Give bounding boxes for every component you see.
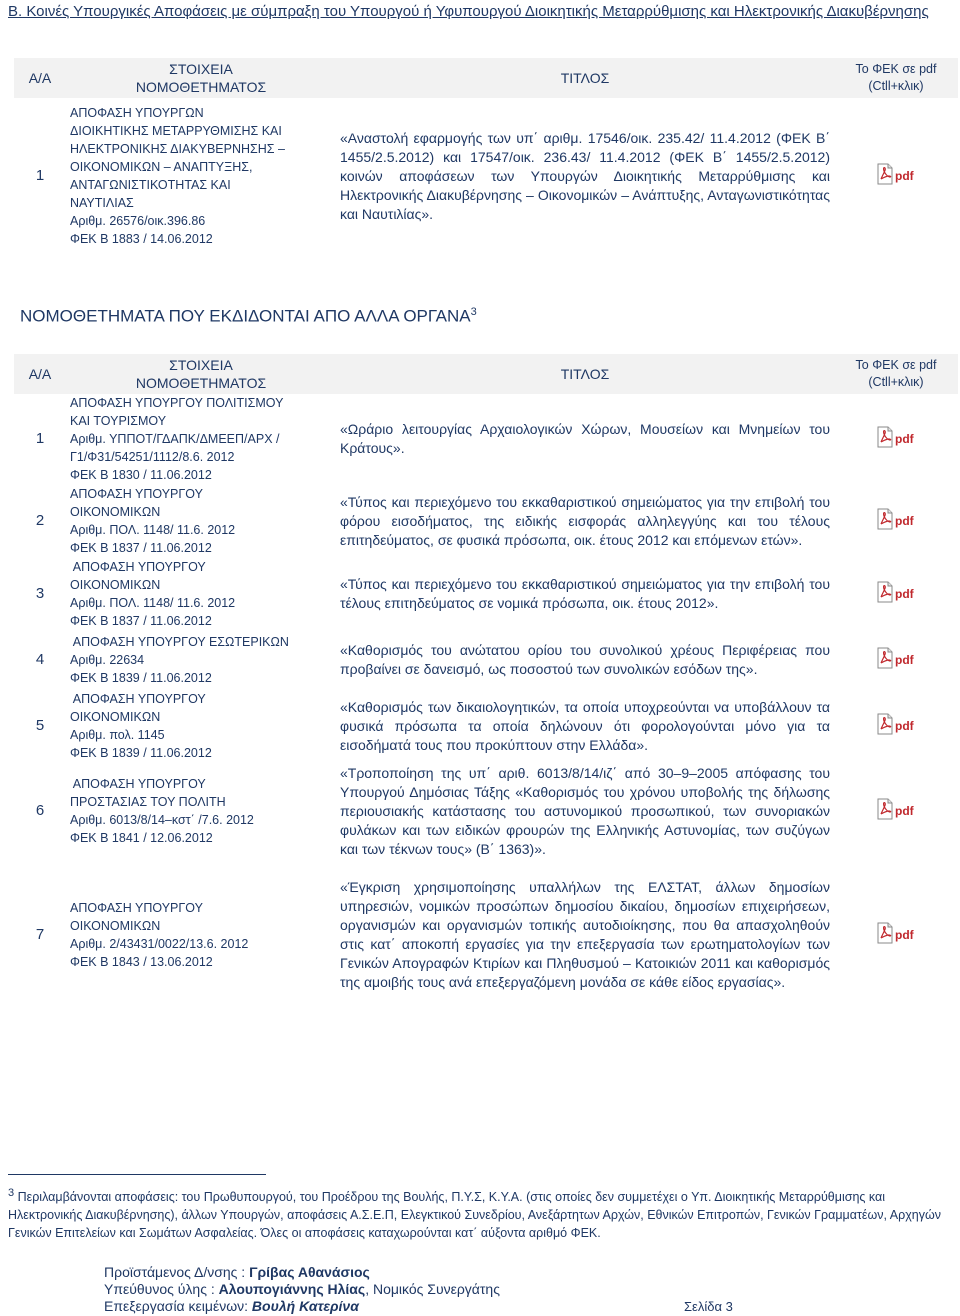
legislation-detail-line: ΔΙΟΙΚΗΤΙΚΗΣ ΜΕΤΑΡΡΥΘΜΙΣΗΣ ΚΑΙ <box>70 124 282 138</box>
legislation-title: «Καθορισμός του ανώτατου ορίου του συνολικού χρέους Περιφέρειας που προβαίνει σε δανεισμό, ως ποσοστού των συνολικών εσόδων της». <box>340 642 830 677</box>
legislation-detail-line: Αριθμ. ΠΟΛ. 1148/ 11.6. 2012 <box>70 523 236 537</box>
section-title: Β. Κοινές Υπουργικές Αποφάσεις με σύμπραξη του Υπουργού ή Υφυπουργού Διοικητικής Μεταρρύθμισης και Ηλεκτρονικής Διακυβέρνησης <box>8 3 929 20</box>
row-number: 7 <box>35 926 45 943</box>
pdf-file-icon[interactable] <box>876 426 916 448</box>
pdf-file-icon[interactable] <box>876 798 916 820</box>
pdf-link-cell <box>834 98 958 254</box>
page-number: Σελίδα 3 <box>684 1299 733 1314</box>
legislation-details <box>66 558 336 630</box>
legislation-details <box>66 630 336 690</box>
page-footer <box>104 1264 733 1315</box>
legislation-detail-line: ΑΠΟΦΑΣΗ ΥΠΟΥΡΓΟΥ ΠΟΛΙΤΙΣΜΟΥ <box>70 396 284 410</box>
pdf-file-icon[interactable] <box>876 922 916 944</box>
legislation-title: «Ωράριο λειτουργίας Αρχαιολογικών Χώρων, Μουσείων και Μνημείων του Κράτους». <box>340 421 830 456</box>
legislation-detail-line: ΟΙΚΟΝΟΜΙΚΩΝ – ΑΝΑΠΤΥΞΗΣ, <box>70 160 253 174</box>
legislation-detail-line: ΠΡΟΣΤΑΣΙΑΣ ΤΟΥ ΠΟΛΙΤΗ <box>70 795 226 809</box>
pdf-link-cell <box>834 690 958 762</box>
legislation-detail-line: ΑΝΤΑΓΩΝΙΣΤΙΚΟΤΗΤΑΣ ΚΑΙ <box>70 178 231 192</box>
footer-line-editor: Υπεύθυνος ύλης : Αλουπογιάννης Ηλίας, Νομικός Συνεργάτης <box>104 1281 500 1297</box>
pdf-file-icon[interactable] <box>876 163 916 185</box>
header-pdf: Το ΦΕΚ σε pdf (Ctll+κλικ) <box>834 354 958 394</box>
legislation-detail-line: ΑΠΟΦΑΣΗ ΥΠΟΥΡΓΟΥ <box>70 487 203 501</box>
legislation-detail-line: Αριθμ. πολ. 1145 <box>70 728 165 742</box>
pdf-link-cell <box>834 630 958 690</box>
row-number: 1 <box>35 167 45 184</box>
legislation-detail-line: ΟΙΚΟΝΟΜΙΚΩΝ <box>70 919 161 933</box>
footer-line-director: Προϊστάμενος Δ/νσης : Γρίβας Αθανάσιος <box>104 1264 370 1280</box>
row-number: 3 <box>35 585 45 602</box>
header-titlos: ΤΙΤΛΟΣ <box>336 354 834 394</box>
legislation-detail-line: ΑΠΟΦΑΣΗ ΥΠΟΥΡΓΟΥ <box>70 560 206 574</box>
footnote-rule <box>8 1174 266 1175</box>
legislation-detail-line: ΑΠΟΦΑΣΗ ΥΠΟΥΡΓΟΥ ΕΣΩΤΕΡΙΚΩΝ <box>70 635 289 649</box>
pdf-file-icon[interactable] <box>876 647 916 669</box>
legislation-detail-line: ΑΠΟΦΑΣΗ ΥΠΟΥΡΓΟΥ <box>70 692 206 706</box>
legislation-detail-line: ΦΕΚ Β 1839 / 11.06.2012 <box>70 671 212 685</box>
header-aa: Α/Α <box>14 354 66 394</box>
legislation-title: «Τύπος και περιεχόμενο του εκκαθαριστικού σημειώματος για την επιβολή του τέλους επιτηδεύματος σε νομικά πρόσωπα, οικ. έτους 2012». <box>340 576 830 611</box>
row-number: 5 <box>35 717 45 734</box>
svg-text:pdf: pdf <box>895 718 914 733</box>
header-aa: Α/Α <box>14 58 66 98</box>
table-row <box>14 762 958 860</box>
pdf-file-icon[interactable] <box>876 581 916 603</box>
legislation-detail-line: ΦΕΚ Β 1830 / 11.06.2012 <box>70 468 212 482</box>
legislation-title: «Αναστολή εφαρμογής των υπ΄ αριθμ. 17546/οικ. 235.42/ 11.4.2012 (ΦΕΚ Β΄ 1455/2.5.2012) και 17547/οικ. 236.43/ 11.4.2012 (ΦΕΚ Β΄ 1455/2.5.2012) κοινών αποφάσεων των Υπουργών Διοικητικής Μεταρρύθμισης και Ηλεκτρονικής Διακυβέρνησης – Οικονομικών – Ανάπτυξης, Ανταγωνιστικότητας και Ναυτιλίας». <box>340 129 830 222</box>
legislation-detail-line: Αριθμ. 22634 <box>70 653 145 667</box>
legislation-details <box>66 690 336 762</box>
pdf-link-cell <box>834 484 958 558</box>
legislation-detail-line: ΦΕΚ Β 1843 / 13.06.2012 <box>70 955 213 969</box>
legislation-detail-line: ΚΑΙ ΤΟΥΡΙΣΜΟΥ <box>70 414 167 428</box>
legislation-detail-line: Αριθμ. ΠΟΛ. 1148/ 11.6. 2012 <box>70 596 236 610</box>
table-row <box>14 860 958 1010</box>
row-number: 6 <box>35 802 45 819</box>
pdf-file-icon[interactable] <box>876 508 916 530</box>
table-kya <box>14 58 958 254</box>
svg-text:pdf: pdf <box>895 652 914 667</box>
legislation-title: «Καθορισμός των δικαιολογητικών, τα οποία υποχρεούνται να υποβάλλουν τα φυσικά πρόσωπα τα οποία δηλώνουν ότι φορολογούνται μόνο για τα εισοδήματά τους που προκύπτουν στην Ελλάδα». <box>340 698 830 753</box>
legislation-title: «Έγκριση χρησιμοποίησης υπαλλήλων της ΕΛΣΤΑΤ, άλλων δημοσίων υπηρεσιών, νομικών προσώπων δημοσίου δικαίου, δημοσίων επιχειρήσεων, οργανισμών και οργανισμών τοπικής αυτοδιοίκησης, που θα απασχοληθούν στις κατ΄ αποκοπή εργασίες για την επεξεργασία των ερωτηματολογίων των Γενικών Απογραφών Κτιρίων και Πληθυσμού – Κατοικιών 2011 και καθορισμός της αμοιβής τους ανά επεξεργαζόμενη μονάδα σε κάθε είδος εργασίας». <box>340 879 830 990</box>
footer-line-typing: Επεξεργασία κειμένων: Βουλή Κατερίνα <box>104 1298 359 1314</box>
legislation-detail-line: Αριθμ. 26576/οικ.396.86 <box>70 214 206 228</box>
svg-text:pdf: pdf <box>895 803 914 818</box>
svg-text:pdf: pdf <box>895 513 914 528</box>
legislation-title: «Τροποποίηση της υπ΄ αριθ. 6013/8/14/ιζ΄ από 30–9–2005 απόφασης του Υπουργού Δημόσιας Τάξης «Καθορισμός του χρόνου υποβολής της δήλωσης περιουσιακής κατάστασης του αστυνομικού προσωπικού, των συνοριακών φυλάκων και των ειδικών φρουρών της Ελληνικής Αστυνομίας, των συζύγων και των τέκνων τους» (Β΄ 1363)». <box>340 764 830 857</box>
legislation-details <box>66 484 336 558</box>
pdf-link-cell <box>834 762 958 860</box>
legislation-details <box>66 860 336 1010</box>
legislation-detail-line: ΝΑΥΤΙΛΙΑΣ <box>70 196 134 210</box>
legislation-detail-line: ΗΛΕΚΤΡΟΝΙΚΗΣ ΔΙΑΚΥΒΕΡΝΗΣΗΣ – <box>70 142 285 156</box>
legislation-detail-line: ΟΙΚΟΝΟΜΙΚΩΝ <box>70 710 161 724</box>
legislation-detail-line: ΦΕΚ Β 1837 / 11.06.2012 <box>70 541 212 555</box>
pdf-link-cell <box>834 394 958 484</box>
svg-text:pdf: pdf <box>895 168 914 183</box>
legislation-detail-line: Γ1/Φ31/54251/1112/8.6. 2012 <box>70 450 235 464</box>
footnote: $^3$ Περιλαμβάνονται αποφάσεις: του Πρωθυπουργού, του Προέδρου της Βουλής, Π.Υ.Σ, Κ.Υ.Α. (στις οποίες δεν συμμετέχει ο Υπ. Διοικητικής Μεταρρύθμισης και Ηλεκτρονικής Διακυβέρνησης), άλλων Υπουργών, αποφάσεις Α.Σ.Ε.Π, Ελεγκτικού Συνεδρίου, Ανεξάρτητων Αρχών, Εθνικών Επιτροπών, Γενικών Γραμματέων, Αρχηγών Γενικών Επιτελείων και Σωμάτων Ασφαλείας. Όλες οι αποφάσεις καταχωρούνται κατ΄ αύξοντα αριθμό ΦΕΚ. <box>8 1187 941 1241</box>
table-row <box>14 394 958 484</box>
legislation-details <box>66 98 336 254</box>
legislation-detail-line: ΟΙΚΟΝΟΜΙΚΩΝ <box>70 578 161 592</box>
row-number: 4 <box>35 651 45 668</box>
header-titlos: ΤΙΤΛΟΣ <box>336 58 834 98</box>
row-number: 1 <box>35 430 45 447</box>
legislation-details <box>66 394 336 484</box>
row-number: 2 <box>35 512 45 529</box>
svg-text:pdf: pdf <box>895 927 914 942</box>
pdf-link-cell <box>834 860 958 1010</box>
table-row <box>14 630 958 690</box>
legislation-detail-line: ΦΕΚ Β 1883 / 14.06.2012 <box>70 232 213 246</box>
svg-text:pdf: pdf <box>895 586 914 601</box>
legislation-detail-line: ΑΠΟΦΑΣΗ ΥΠΟΥΡΓΩΝ <box>70 106 204 120</box>
table-row <box>14 98 958 254</box>
legislation-details <box>66 762 336 860</box>
table-row <box>14 690 958 762</box>
legislation-detail-line: ΟΙΚΟΝΟΜΙΚΩΝ <box>70 505 161 519</box>
legislation-detail-line: Αριθμ. 6013/8/14–κστ΄ /7.6. 2012 <box>70 813 254 827</box>
table-row <box>14 558 958 630</box>
table-other-bodies <box>14 354 958 1010</box>
legislation-detail-line: ΑΠΟΦΑΣΗ ΥΠΟΥΡΓΟΥ <box>70 777 206 791</box>
legislation-detail-line: ΑΠΟΦΑΣΗ ΥΠΟΥΡΓΟΥ <box>70 901 203 915</box>
header-pdf: Το ΦΕΚ σε pdf (Ctll+κλικ) <box>834 58 958 98</box>
header-stoixeia: ΣΤΟΙΧΕΙΑ ΝΟΜΟΘΕΤΗΜΑΤΟΣ <box>66 58 336 98</box>
legislation-detail-line: ΦΕΚ Β 1841 / 12.06.2012 <box>70 831 213 845</box>
pdf-link-cell <box>834 558 958 630</box>
table-row <box>14 484 958 558</box>
legislation-detail-line: ΦΕΚ Β 1837 / 11.06.2012 <box>70 614 212 628</box>
legislation-title: «Τύπος και περιεχόμενο του εκκαθαριστικού σημειώματος για την επιβολή του φόρου εισοδήματος, της ειδικής εισφοράς αλληλεγγύης και του τέλους επιτηδεύματος, σε φυσικά πρόσωπα, οικ. έτους 2012 και επόμενων ετών». <box>340 493 830 548</box>
legislation-detail-line: ΦΕΚ Β 1839 / 11.06.2012 <box>70 746 212 760</box>
legislation-detail-line: Αριθμ. ΥΠΠΟΤ/ΓΔΑΠΚ/ΔΜΕΕΠ/ΑΡΧ / <box>70 432 280 446</box>
section-heading-other-bodies: ΝΟΜΟΘΕΤΗΜΑΤΑ ΠΟΥ ΕΚΔΙΔΟΝΤΑΙ ΑΠΟ ΑΛΛΑ ΟΡΓΑΝΑ$^3$ <box>20 306 477 326</box>
pdf-file-icon[interactable] <box>876 713 916 735</box>
header-stoixeia: ΣΤΟΙΧΕΙΑ ΝΟΜΟΘΕΤΗΜΑΤΟΣ <box>66 354 336 394</box>
legislation-detail-line: Αριθμ. 2/43431/0022/13.6. 2012 <box>70 937 249 951</box>
svg-text:pdf: pdf <box>895 431 914 446</box>
